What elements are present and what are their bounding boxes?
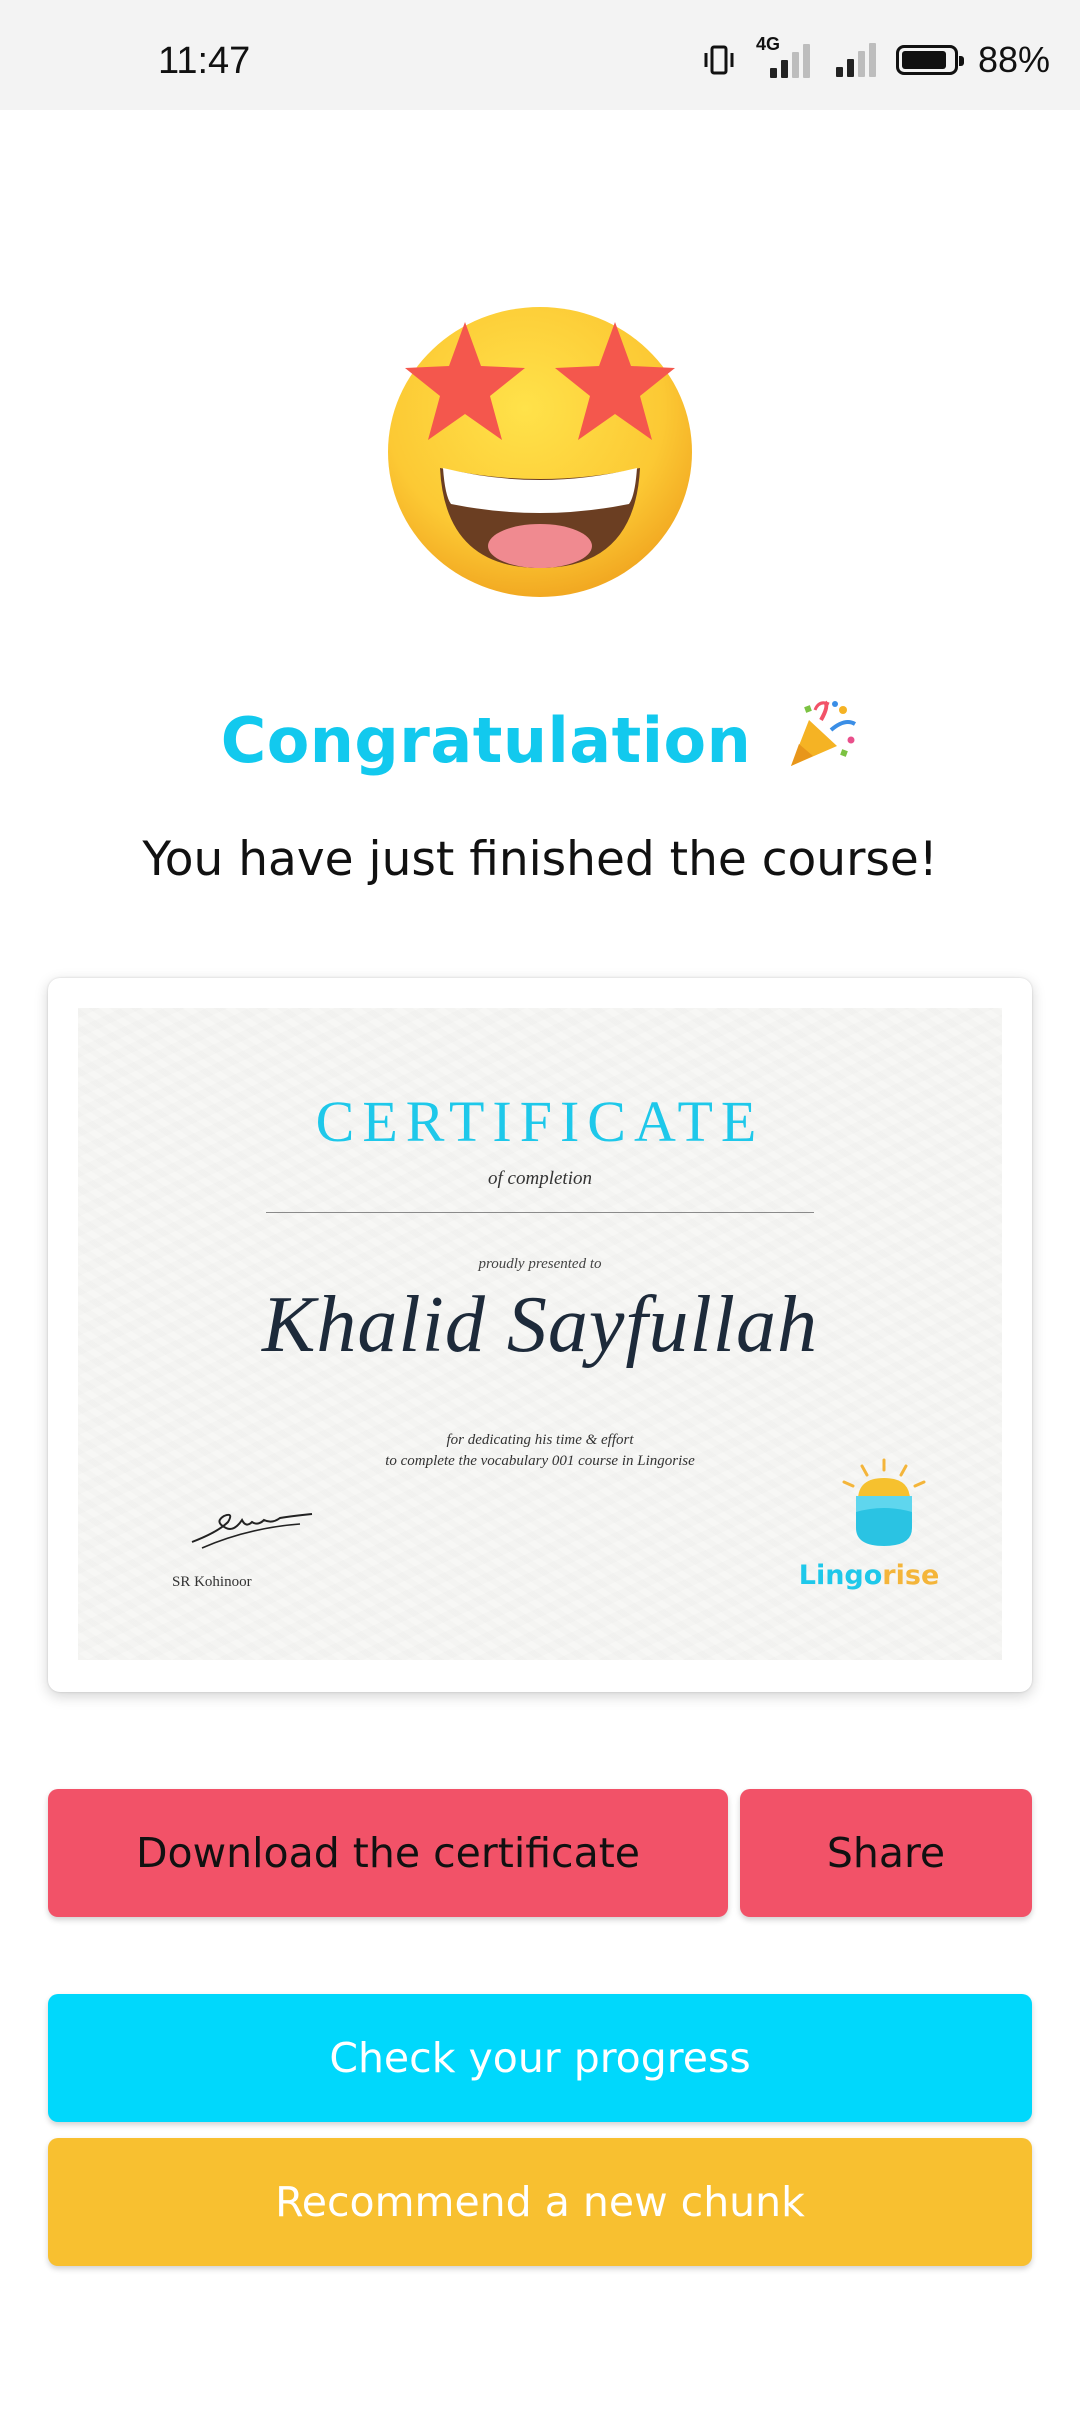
signature-mark [188, 1502, 318, 1552]
description-line-1: for dedicating his time & effort [446, 1432, 634, 1448]
status-time: 11:47 [158, 40, 251, 82]
certificate-heading: CERTIFICATE [315, 1089, 765, 1154]
star-struck-emoji-icon [385, 300, 695, 600]
recommend-chunk-button[interactable]: Recommend a new chunk [48, 2138, 1032, 2266]
congratulation-title [0, 700, 1080, 777]
description-line-2: to complete the vocabulary 001 course in Lingorise [385, 1453, 695, 1469]
battery-percent: 88% [977, 39, 1050, 80]
download-certificate-button[interactable]: Download the certificate [48, 1789, 728, 1917]
share-button[interactable]: Share [740, 1789, 1032, 1917]
title-text: Congratulation [220, 704, 752, 777]
certificate-paper [78, 1008, 1002, 1660]
signal-strength-icon [836, 43, 876, 77]
network-type-label: 4G [755, 34, 780, 54]
presented-label: proudly presented to [478, 1256, 602, 1272]
status-bar [0, 0, 1080, 110]
signer-name: SR Kohinoor [172, 1574, 252, 1590]
certificate-card [48, 978, 1032, 1692]
completion-subtitle: You have just finished the course! [142, 832, 938, 887]
check-progress-button[interactable]: Check your progress [48, 1994, 1032, 2122]
lingorise-logo-text: Lingorise [798, 1560, 940, 1591]
signal-4g-icon [755, 34, 816, 80]
recipient-name: Khalid Sayfullah [262, 1281, 818, 1369]
party-popper-icon [785, 700, 859, 770]
certificate-subheading: of completion [488, 1168, 592, 1189]
vibrate-icon [702, 43, 736, 77]
certificate-divider [266, 1212, 814, 1213]
status-icons [702, 34, 1050, 80]
lingorise-logo-icon [814, 1456, 954, 1556]
battery-icon [896, 45, 958, 75]
